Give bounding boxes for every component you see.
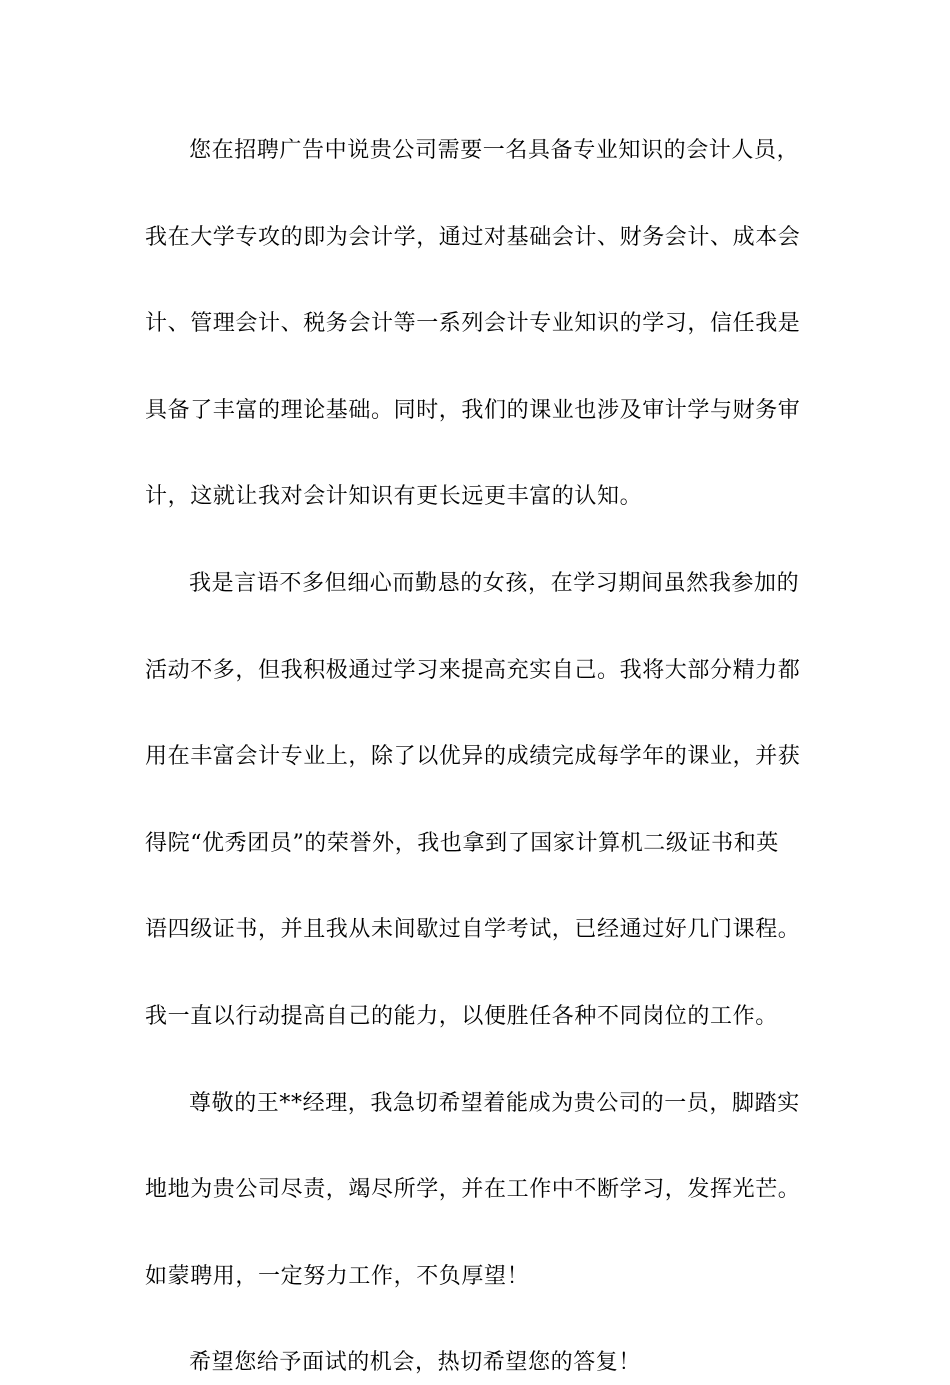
text-line: 您在招聘广告中说贵公司需要一名具备专业知识的会计人员， (189, 138, 800, 163)
text-line: 希望您给予面试的机会，热切希望您的答复！ (189, 1350, 642, 1376)
text-line: 我是言语不多但细心而勤恳的女孩，在学习期间虽然我参加的 (189, 570, 800, 596)
text-line: 我在大学专攻的即为会计学，通过对基础会计、财务会计、成本会 (145, 224, 801, 250)
text-line: 得院“优秀团员”的荣誉外，我也拿到了国家计算机二级证书和英 (145, 830, 779, 856)
text-line: 尊敬的王**经理，我急切希望着能成为贵公司的一员，脚踏实 (189, 1090, 800, 1116)
text-line: 计、管理会计、税务会计等一系列会计专业知识的学习，信任我是 (145, 311, 801, 337)
text-line: 具备了丰富的理论基础。同时，我们的课业也涉及审计学与财务审 (145, 397, 801, 423)
text-line: 我一直以行动提高自己的能力，以便胜任各种不同岗位的工作。 (145, 1003, 778, 1029)
text-line: 活动不多，但我积极通过学习来提高充实自己。我将大部分精力都 (145, 657, 801, 683)
text-line: 用在丰富会计专业上，除了以优异的成绩完成每学年的课业，并获 (145, 744, 801, 770)
text-line: 计，这就让我对会计知识有更长远更丰富的认知。 (145, 484, 643, 510)
text-line: 语四级证书，并且我从未间歇过自学考试，已经通过好几门课程。 (145, 917, 801, 943)
text-line: 地地为贵公司尽责，竭尽所学，并在工作中不断学习，发挥光芒。 (145, 1177, 801, 1203)
text-line: 如蒙聘用，一定努力工作，不负厚望！ (145, 1263, 530, 1289)
